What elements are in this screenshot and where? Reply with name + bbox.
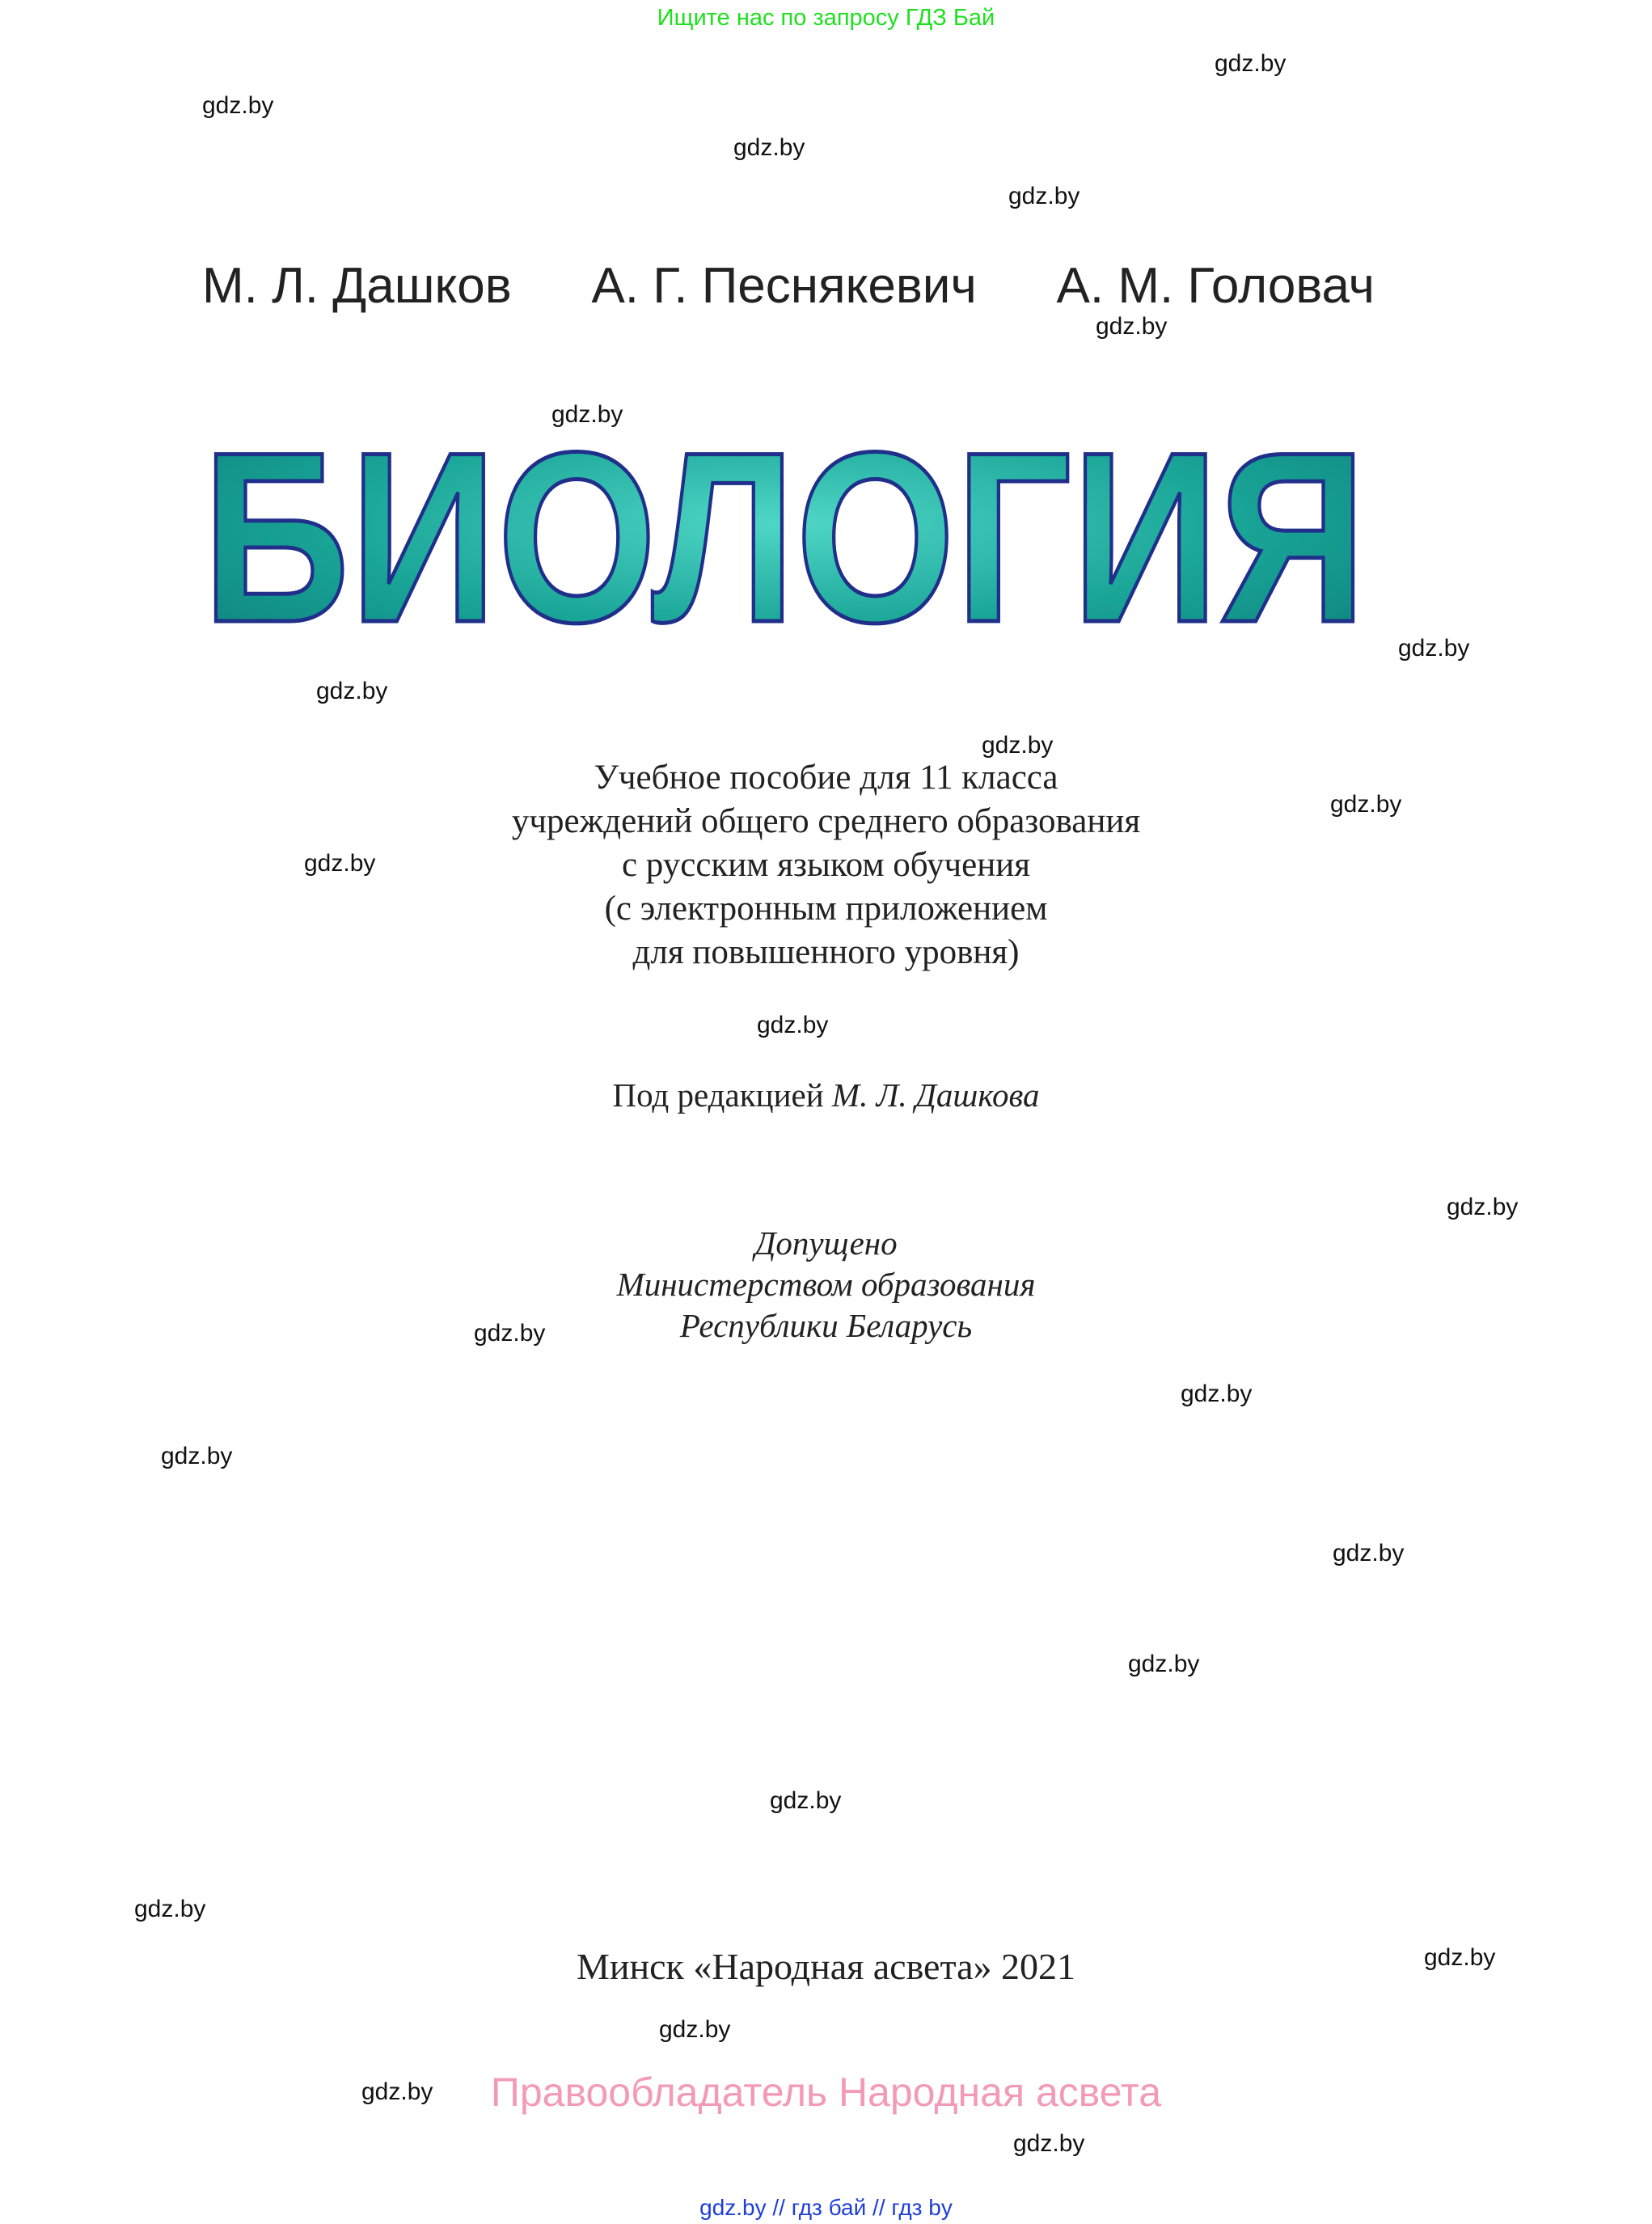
book-title <box>194 429 1375 647</box>
footer-links: gdz.by // гдз бай // гдз by <box>699 2195 953 2220</box>
watermark: gdz.by <box>1013 2130 1085 2157</box>
authors-line <box>202 257 1375 315</box>
publisher-line: Минск «Народная асвета» 2021 <box>576 1946 1076 1987</box>
author-2: А. Г. Песнякевич <box>591 258 977 314</box>
subtitle-line: с русским языком обучения <box>621 846 1031 884</box>
watermark: gdz.by <box>1333 1540 1405 1567</box>
watermark: gdz.by <box>1128 1651 1200 1677</box>
watermark: gdz.by <box>316 678 388 704</box>
approval-block <box>0 1223 1652 1347</box>
watermark: gdz.by <box>982 732 1054 759</box>
watermark: gdz.by <box>474 1320 546 1347</box>
approval-line: Республики Беларусь <box>679 1307 973 1344</box>
watermark: gdz.by <box>770 1787 842 1814</box>
author-1: М. Л. Дашков <box>202 258 512 314</box>
watermark: gdz.by <box>1447 1194 1519 1220</box>
watermark: gdz.by <box>1330 791 1402 818</box>
editor-prefix: Под редакцией <box>612 1076 824 1114</box>
watermark: gdz.by <box>551 401 623 428</box>
subtitle-block <box>0 756 1652 975</box>
watermark: gdz.by <box>202 92 274 119</box>
watermark: gdz.by <box>161 1443 233 1469</box>
watermark: gdz.by <box>757 1012 829 1038</box>
subtitle-line: для повышенного уровня) <box>632 933 1020 971</box>
watermark: gdz.by <box>361 2078 433 2105</box>
watermark: gdz.by <box>1215 50 1287 77</box>
approval-line: Допущено <box>754 1224 898 1262</box>
watermark: gdz.by <box>304 850 376 877</box>
watermark: gdz.by <box>1096 313 1168 340</box>
rights-holder: Правообладатель Народная асвета <box>490 2070 1162 2115</box>
subtitle-line: (с электронным приложением <box>604 890 1048 928</box>
watermark: gdz.by <box>1424 1944 1496 1971</box>
watermark: gdz.by <box>1398 635 1470 662</box>
subtitle-line: учреждений общего среднего образования <box>511 802 1141 840</box>
approval-line: Министерством образования <box>616 1266 1036 1303</box>
search-banner: Ищите нас по запросу ГДЗ Бай <box>657 5 995 31</box>
watermark: gdz.by <box>1181 1380 1253 1407</box>
editor-name: М. Л. Дашкова <box>831 1076 1040 1114</box>
book-title-text: БИОЛОГИЯ <box>202 429 1367 647</box>
watermark: gdz.by <box>134 1896 206 1922</box>
subtitle-line: Учебное пособие для 11 класса <box>594 759 1058 797</box>
watermark: gdz.by <box>733 134 805 161</box>
editor-line <box>0 1076 1652 1114</box>
author-3: А. М. Головач <box>1056 258 1375 314</box>
watermark: gdz.by <box>659 2016 731 2043</box>
watermark: gdz.by <box>1008 183 1080 209</box>
